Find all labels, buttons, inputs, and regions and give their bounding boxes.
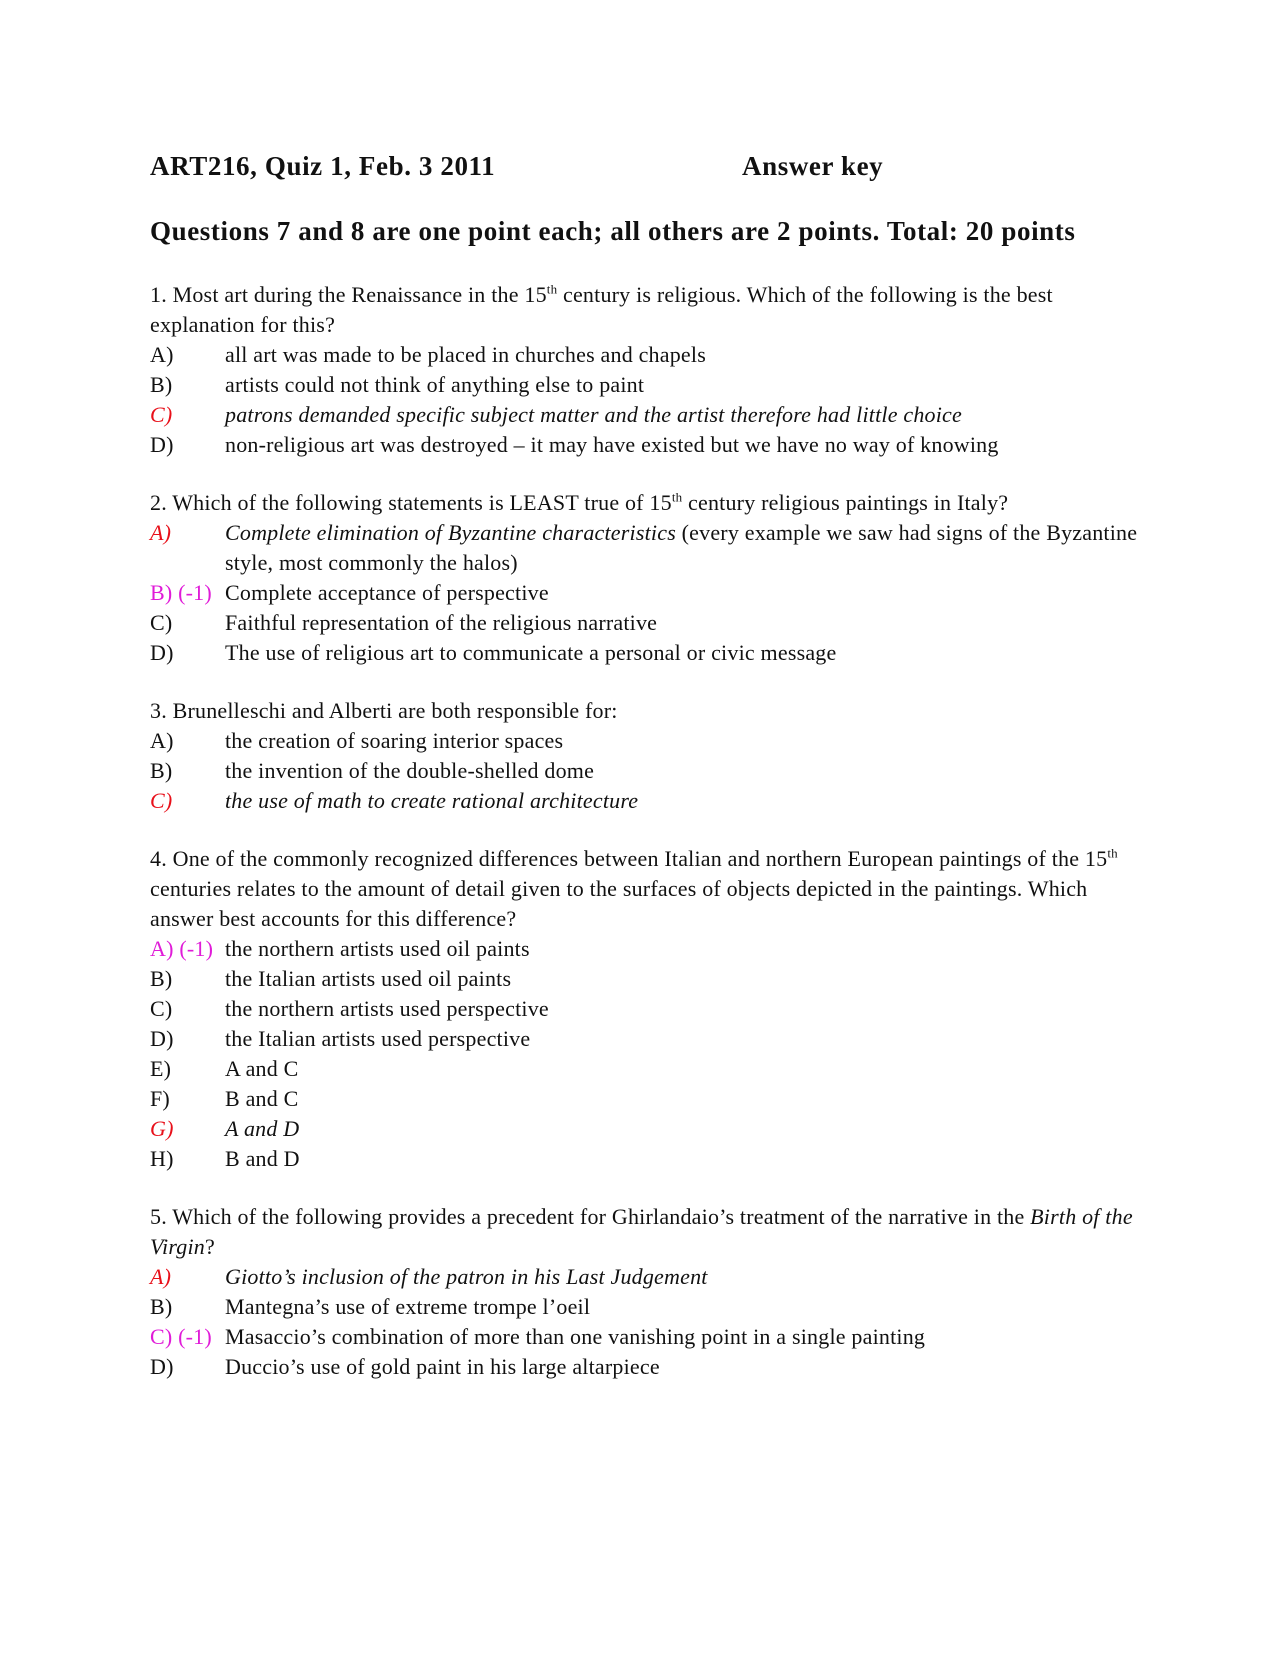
question-4: [150, 844, 1150, 1174]
option-label: C): [150, 402, 173, 427]
option-label: A): [150, 342, 174, 367]
option-text: A and C: [225, 1056, 299, 1081]
option-text: artists could not think of anything else to paint: [225, 372, 645, 397]
option-label: C): [150, 996, 173, 1021]
option-label: C): [150, 788, 173, 813]
answer-option: [150, 1292, 1150, 1322]
option-text: The use of religious art to communicate a personal or civic message: [225, 640, 837, 665]
option-text: the creation of soaring interior spaces: [225, 728, 564, 753]
answer-options: [150, 726, 1150, 816]
option-text: B and C: [225, 1086, 299, 1111]
option-label: B): [150, 372, 173, 397]
answer-option: [150, 1352, 1150, 1382]
question-text: 3. Brunelleschi and Alberti are both responsible for:: [150, 698, 618, 723]
option-label: C) (-1): [150, 1324, 212, 1349]
option-label: D): [150, 640, 174, 665]
option-text: the northern artists used perspective: [225, 996, 549, 1021]
option-label: D): [150, 1354, 174, 1379]
answer-option: [150, 638, 1150, 668]
option-label: F): [150, 1086, 170, 1111]
option-label: A): [150, 520, 172, 545]
answer-options: [150, 518, 1150, 668]
answer-option: [150, 994, 1150, 1024]
answer-option: [150, 964, 1150, 994]
answer-option: [150, 370, 1150, 400]
option-note: (every example we saw had signs of the Byzantine style, most commonly the halos): [225, 520, 1138, 575]
option-label: D): [150, 1026, 174, 1051]
option-text: the use of math to create rational architecture: [225, 788, 639, 813]
option-label: G): [150, 1116, 174, 1141]
quiz-title: ART216, Quiz 1, Feb. 3 2011: [150, 151, 496, 181]
question-text: 2. Which of the following statements is LEAST true of 15th century religious paintings in Italy?: [150, 489, 1009, 515]
answer-option: [150, 1144, 1150, 1174]
option-text: Mantegna’s use of extreme trompe l’oeil: [225, 1294, 591, 1319]
option-text: the invention of the double-shelled dome: [225, 758, 595, 783]
option-text: all art was made to be placed in churches and chapels: [225, 342, 706, 367]
answer-options: [150, 1262, 1150, 1382]
correct-answer-option: [150, 518, 1150, 578]
correct-answer-option: [150, 400, 1150, 430]
answer-options: [150, 934, 1150, 1174]
option-label: A) (-1): [150, 936, 214, 961]
partial-credit-option: [150, 934, 1150, 964]
question-2: [150, 488, 1150, 668]
option-text: Masaccio’s combination of more than one vanishing point in a single painting: [225, 1324, 926, 1349]
option-text: Duccio’s use of gold paint in his large altarpiece: [225, 1354, 660, 1379]
question-text: 1. Most art during the Renaissance in the 15th century is religious. Which of the following is the best explanation for this?: [150, 281, 1053, 337]
option-text: Faithful representation of the religious narrative: [225, 610, 658, 635]
option-label: C): [150, 610, 173, 635]
quiz-page: [150, 148, 1150, 1382]
option-label: B): [150, 1294, 173, 1319]
answer-option: [150, 340, 1150, 370]
question-1: [150, 280, 1150, 460]
question-3: [150, 696, 1150, 816]
quiz-header: [150, 148, 1150, 184]
option-text: the northern artists used oil paints: [225, 936, 530, 961]
partial-credit-option: [150, 578, 1150, 608]
answer-option: [150, 1024, 1150, 1054]
answer-option: [150, 756, 1150, 786]
option-text: the Italian artists used perspective: [225, 1026, 531, 1051]
answer-option: [150, 1084, 1150, 1114]
option-text: patrons demanded specific subject matter and the artist therefore had little choice: [225, 402, 962, 427]
option-label: B): [150, 966, 173, 991]
option-label: H): [150, 1146, 174, 1171]
option-label: B): [150, 758, 173, 783]
option-label: D): [150, 432, 174, 457]
correct-answer-option: [150, 1114, 1150, 1144]
option-label: B) (-1): [150, 580, 212, 605]
answer-options: [150, 340, 1150, 460]
correct-answer-option: [150, 786, 1150, 816]
answer-option: [150, 726, 1150, 756]
option-label: E): [150, 1056, 172, 1081]
scoring-instructions: Questions 7 and 8 are one point each; all others are 2 points. Total: 20 points: [150, 216, 1076, 246]
option-text: non-religious art was destroyed – it may have existed but we have no way of knowing: [225, 432, 999, 457]
partial-credit-option: [150, 1322, 1150, 1352]
question-5: [150, 1202, 1150, 1382]
answer-key-label: Answer key: [742, 151, 884, 181]
question-text: 4. One of the commonly recognized differences between Italian and northern European paintings of the 15th centuries relates to the amount of detail given to the surfaces of objects depicted in the paintings. Which answer best accounts for this difference?: [150, 845, 1118, 931]
option-label: A): [150, 728, 174, 753]
option-text: Complete elimination of Byzantine characteristics (every example we saw had signs of the Byzantine style, most commonly the halos): [225, 520, 1138, 575]
correct-answer-option: [150, 1262, 1150, 1292]
answer-option: [150, 1054, 1150, 1084]
answer-option: [150, 608, 1150, 638]
option-text: Complete acceptance of perspective: [225, 580, 549, 605]
question-text: 5. Which of the following provides a precedent for Ghirlandaio’s treatment of the narrative in the Birth of the Virgin?: [150, 1204, 1133, 1259]
answer-option: [150, 430, 1150, 460]
option-text: the Italian artists used oil paints: [225, 966, 512, 991]
option-label: A): [150, 1264, 172, 1289]
option-text: A and D: [225, 1116, 300, 1141]
option-text: Giotto’s inclusion of the patron in his Last Judgement: [225, 1264, 708, 1289]
option-text: B and D: [225, 1146, 300, 1171]
